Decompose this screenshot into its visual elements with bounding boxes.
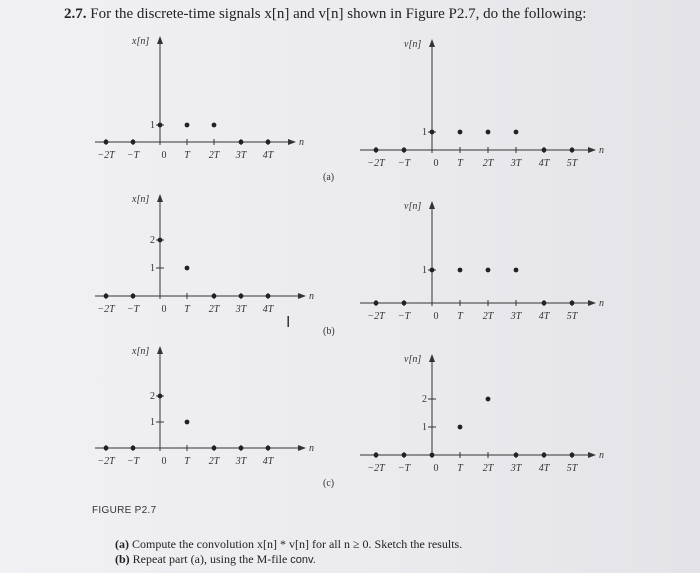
n-tick-label: 3T — [510, 463, 522, 474]
sample-point — [542, 301, 547, 306]
n-tick-label: −T — [397, 463, 411, 474]
sample-point — [570, 453, 575, 458]
sample-point — [131, 446, 136, 451]
n-tick-label: −T — [397, 311, 411, 322]
n-tick-label: 3T — [235, 150, 247, 161]
signal-name: x[n] — [132, 346, 150, 357]
task-b-label: (b) — [115, 552, 130, 566]
n-tick-label: −2T — [367, 158, 385, 169]
amplitude-tick-label: 1 — [422, 127, 427, 138]
n-tick-label: 5T — [566, 311, 578, 322]
sample-point — [212, 446, 217, 451]
task-b-text: Repeat part (a), using the M-file — [132, 552, 288, 566]
n-tick-label: 3T — [235, 304, 247, 315]
signal-plot-4 — [360, 201, 604, 322]
n-tick-label: 2T — [482, 158, 494, 169]
amplitude-tick-label: 1 — [150, 120, 155, 131]
n-tick-label: T — [184, 456, 190, 467]
task-b — [115, 552, 462, 568]
sample-point — [402, 301, 407, 306]
sample-point — [266, 446, 271, 451]
sample-point — [486, 130, 491, 135]
sample-point — [542, 148, 547, 153]
amplitude-tick-label: 1 — [150, 417, 155, 428]
n-tick-label: 4T — [262, 456, 274, 467]
task-a-text: Compute the convolution x[n] * v[n] for all n ≥ 0. Sketch the results. — [132, 537, 463, 551]
sample-point — [430, 453, 435, 458]
sample-point — [266, 140, 271, 145]
problem-number: 2.7. — [64, 6, 87, 22]
part-label-c: (c) — [323, 478, 335, 489]
amplitude-tick-label: 2 — [422, 394, 427, 405]
n-tick-label: −2T — [367, 463, 385, 474]
n-tick-label: T — [184, 150, 190, 161]
n-tick-label: 4T — [538, 311, 550, 322]
n-axis-label: n — [599, 145, 604, 156]
part-label-a: (a) — [323, 172, 335, 183]
amplitude-tick-label: 1 — [150, 263, 155, 274]
sample-point — [104, 294, 109, 299]
sample-point — [104, 446, 109, 451]
sample-point — [131, 140, 136, 145]
sample-point — [158, 123, 163, 128]
n-tick-label: 2T — [208, 304, 220, 315]
signal-name: v[n] — [404, 39, 422, 50]
n-tick-label: T — [184, 304, 190, 315]
n-axis-label: n — [309, 291, 314, 302]
arrow-up-icon — [429, 354, 435, 362]
sample-point — [374, 148, 379, 153]
n-tick-label: 0 — [161, 150, 167, 161]
sample-point — [458, 425, 463, 430]
signal-plot-5 — [95, 346, 314, 467]
sample-point — [104, 140, 109, 145]
n-tick-label: 2T — [208, 456, 220, 467]
n-tick-label: 3T — [510, 311, 522, 322]
sample-point — [458, 130, 463, 135]
n-tick-label: 0 — [161, 456, 167, 467]
sample-point — [266, 294, 271, 299]
n-tick-label: T — [457, 311, 463, 322]
task-b-code: conv. — [290, 554, 316, 566]
n-tick-label: 5T — [566, 463, 578, 474]
signal-name: x[n] — [132, 36, 150, 47]
sample-point — [212, 294, 217, 299]
n-tick-label: −T — [126, 150, 140, 161]
signal-plot-6 — [360, 354, 604, 474]
sample-point — [486, 268, 491, 273]
part-label-b: (b) — [323, 326, 335, 337]
n-tick-label: 0 — [161, 304, 167, 315]
sample-point — [185, 123, 190, 128]
n-tick-label: −2T — [97, 304, 115, 315]
sample-point — [430, 130, 435, 135]
figure-caption: FIGURE P2.7 — [92, 505, 157, 516]
n-tick-label: 4T — [262, 304, 274, 315]
signal-plot-3 — [95, 194, 314, 315]
sample-point — [430, 268, 435, 273]
arrow-right-icon — [588, 300, 596, 306]
n-tick-label: 3T — [510, 158, 522, 169]
n-tick-label: 5T — [566, 158, 578, 169]
task-a — [115, 537, 462, 552]
n-tick-label: −2T — [97, 456, 115, 467]
signal-name: v[n] — [404, 354, 422, 365]
amplitude-tick-label: 1 — [422, 265, 427, 276]
sample-point — [542, 453, 547, 458]
n-tick-label: 0 — [433, 311, 439, 322]
amplitude-tick-label: 2 — [150, 391, 155, 402]
amplitude-tick-label: 2 — [150, 235, 155, 246]
n-tick-label: −T — [126, 456, 140, 467]
n-tick-label: 3T — [235, 456, 247, 467]
arrow-right-icon — [588, 452, 596, 458]
n-tick-label: 4T — [538, 158, 550, 169]
sample-point — [402, 453, 407, 458]
sample-point — [458, 268, 463, 273]
sample-point — [239, 140, 244, 145]
signal-plot-2 — [360, 39, 604, 169]
sample-point — [570, 301, 575, 306]
sample-point — [514, 130, 519, 135]
signal-name: x[n] — [132, 194, 150, 205]
sample-point — [570, 148, 575, 153]
n-tick-label: T — [457, 158, 463, 169]
arrow-up-icon — [157, 346, 163, 354]
sample-point — [514, 268, 519, 273]
arrow-right-icon — [288, 139, 296, 145]
sample-point — [158, 238, 163, 243]
arrow-right-icon — [588, 147, 596, 153]
n-axis-label: n — [599, 298, 604, 309]
n-tick-label: 2T — [482, 311, 494, 322]
n-tick-label: −2T — [97, 150, 115, 161]
arrow-up-icon — [429, 39, 435, 47]
sample-point — [131, 294, 136, 299]
text-cursor-icon: I — [286, 314, 291, 331]
amplitude-tick-label: 1 — [422, 422, 427, 433]
sample-point — [374, 301, 379, 306]
arrow-right-icon — [298, 445, 306, 451]
sample-point — [486, 397, 491, 402]
task-list — [115, 537, 462, 568]
n-tick-label: −2T — [367, 311, 385, 322]
n-tick-label: 4T — [538, 463, 550, 474]
sample-point — [239, 446, 244, 451]
sample-point — [158, 394, 163, 399]
sample-point — [239, 294, 244, 299]
sample-point — [402, 148, 407, 153]
sample-point — [212, 123, 217, 128]
n-tick-label: −T — [397, 158, 411, 169]
signal-name: v[n] — [404, 201, 422, 212]
sample-point — [514, 453, 519, 458]
n-tick-label: 4T — [262, 150, 274, 161]
n-axis-label: n — [599, 450, 604, 461]
n-tick-label: 0 — [433, 158, 439, 169]
n-tick-label: 2T — [208, 150, 220, 161]
sample-point — [185, 420, 190, 425]
problem-statement: For the discrete-time signals x[n] and v[n] shown in Figure P2.7, do the following: — [90, 6, 587, 22]
task-a-label: (a) — [115, 537, 129, 551]
signal-plot-1 — [95, 36, 304, 161]
arrow-up-icon — [429, 201, 435, 209]
sample-point — [374, 453, 379, 458]
n-tick-label: 0 — [433, 463, 439, 474]
n-tick-label: T — [457, 463, 463, 474]
n-tick-label: −T — [126, 304, 140, 315]
n-axis-label: n — [309, 443, 314, 454]
arrow-right-icon — [298, 293, 306, 299]
arrow-up-icon — [157, 36, 163, 44]
n-axis-label: n — [299, 137, 304, 148]
sample-point — [185, 266, 190, 271]
arrow-up-icon — [157, 194, 163, 202]
n-tick-label: 2T — [482, 463, 494, 474]
